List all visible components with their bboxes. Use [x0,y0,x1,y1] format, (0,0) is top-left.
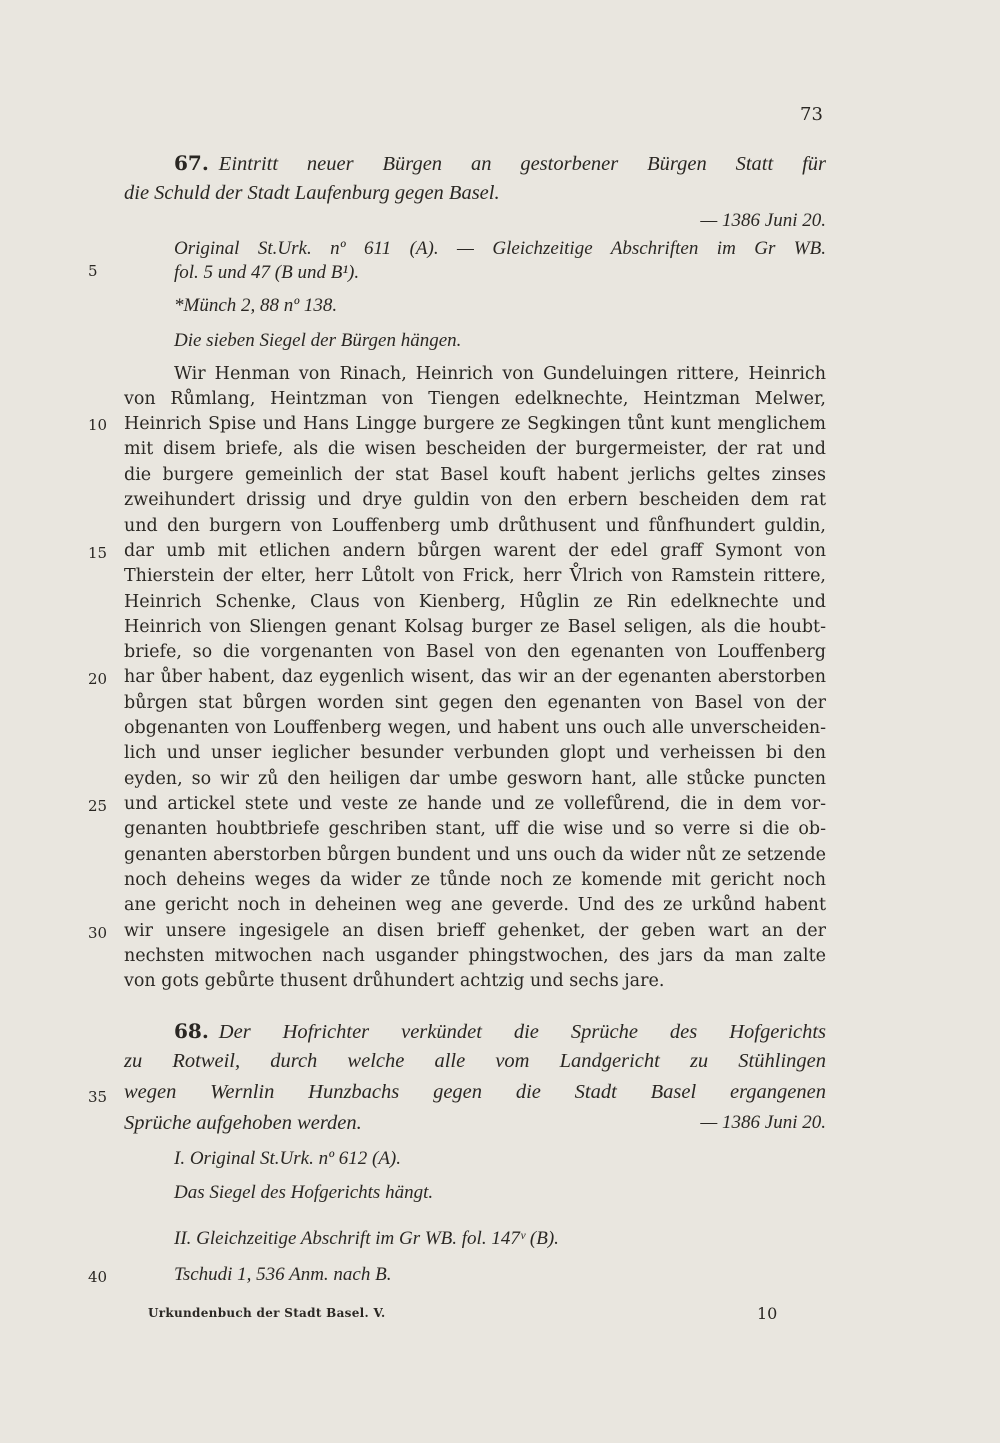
doc67-number: 67. [174,151,209,175]
text-line: bůrgen stat bůrgen worden sint gegen den egenanten von Basel von der [124,693,826,713]
line-number: 5 [88,262,98,280]
text-line: briefe, so die vorgenanten von Basel von den egenanten von Louffenberg [124,642,826,662]
text-line: lich und unser ieglicher besunder verbunden glopt und verheissen bi den [124,743,826,763]
doc67-title-line: 67. Eintritt neuer Bürgen an gestorbener Bürgen Statt für [174,151,826,175]
line-number: 40 [88,1268,108,1286]
text-line: die burgere gemeinlich der stat Basel kouft habent jerlichs geltes zinses [124,465,826,485]
text-line: eyden, so wir zů den heiligen dar umbe gesworn hant, alle stůcke puncten [124,769,826,789]
doc68-source: II. Gleichzeitige Abschrift im Gr WB. fol. 147ᵛ (B). [174,1228,559,1249]
text-line: genanten aberstorben bůrgen bundent und uns ouch da wider nůt ze setzende [124,845,826,865]
text-line: von gots gebůrte thusent drůhundert achtzig und sechs jare. [124,971,665,991]
text-line: mit disem briefe, als die wisen bescheiden der burgermeister, der rat und [124,439,826,459]
text-line: Wir Henman von Rinach, Heinrich von Gundeluingen rittere, Heinrich [174,364,826,384]
text-line: zweihundert drissig und drye guldin von den erbern bescheiden dem rat [124,490,826,510]
text-line: Heinrich Schenke, Claus von Kienberg, Hůglin ze Rin edelknechte und [124,592,826,612]
text-line: und den burgern von Louffenberg umb drůthusent und fůnfhundert guldin, [124,516,826,536]
doc67-title-line: die Schuld der Stadt Laufenburg gegen Basel. [124,182,500,204]
doc68-source: I. Original St.Urk. nº 612 (A). [174,1148,402,1169]
text-line: Heinrich Spise und Hans Lingge burgere ze Segkingen tůnt kunt menglichem [124,414,826,434]
doc67-date: — 1386 Juni 20. [700,210,826,231]
text-line: nechsten mitwochen nach usgander phingstwochen, des jars da man zalte [124,946,826,966]
text-line: genanten houbtbriefe geschriben stant, uff die wise und so verre si die ob- [124,819,826,839]
text-line: Heinrich von Sliengen genant Kolsag burger ze Basel seligen, als die houbt- [124,617,826,637]
doc67-seal-note: Die sieben Siegel der Bürgen hängen. [174,330,462,351]
doc68-edition: Tschudi 1, 536 Anm. nach B. [174,1264,392,1285]
line-number: 10 [88,416,108,434]
text-line: ane gericht noch in deheinen weg ane geverde. Und des ze urkůnd habent [124,895,826,915]
line-number: 30 [88,924,108,942]
doc67-source: fol. 5 und 47 (B und B¹). [174,262,360,283]
doc68-number: 68. [174,1019,209,1043]
text-line: obgenanten von Louffenberg wegen, und habent uns ouch alle unverscheiden- [124,718,826,738]
text-line: wir unsere ingesigele an disen brieff gehenket, der geben wart an der [124,921,826,941]
doc67-source: Original St.Urk. nº 611 (A). — Gleichzeitige Abschriften im Gr WB. [174,238,826,259]
text-line: dar umb mit etlichen andern bůrgen warent der edel graff Symont von [124,541,826,561]
line-number: 25 [88,797,108,815]
doc68-title-line: wegen Wernlin Hunzbachs gegen die Stadt Basel ergangenen [124,1081,826,1103]
text-line: noch deheins weges da wider ze tůnde noch ze komende mit gericht noch [124,870,826,890]
line-number: 20 [88,670,108,688]
text-line: und artickel stete und veste ze hande und ze vollefůrend, die in dem vor- [124,794,826,814]
text-line: von Růmlang, Heintzman von Tiengen edelknechte, Heintzman Melwer, [124,389,826,409]
footer-signature: 10 [757,1304,778,1323]
doc68-title-line: 68. Der Hofrichter verkündet die Sprüche des Hofgerichts [174,1019,826,1043]
doc68-date: — 1386 Juni 20. [700,1112,826,1133]
line-number: 15 [88,544,108,562]
line-number: 35 [88,1088,108,1106]
doc68-seal-note: Das Siegel des Hofgerichts hängt. [174,1182,434,1203]
doc68-title-line: Sprüche aufgehoben werden. [124,1112,362,1134]
text-line: har ůber habent, daz eygenlich wisent, das wir an der egenanten aberstorben [124,667,826,687]
footer-title: Urkundenbuch der Stadt Basel. V. [148,1306,386,1320]
doc67-edition: *Münch 2, 88 nº 138. [174,295,338,316]
text-line: Thierstein der elter, herr Lůtolt von Frick, herr V̊lrich von Ramstein rittere, [124,566,826,586]
doc68-title-line: zu Rotweil, durch welche alle vom Landgericht zu Stühlingen [124,1050,826,1072]
page-number: 73 [800,104,823,125]
